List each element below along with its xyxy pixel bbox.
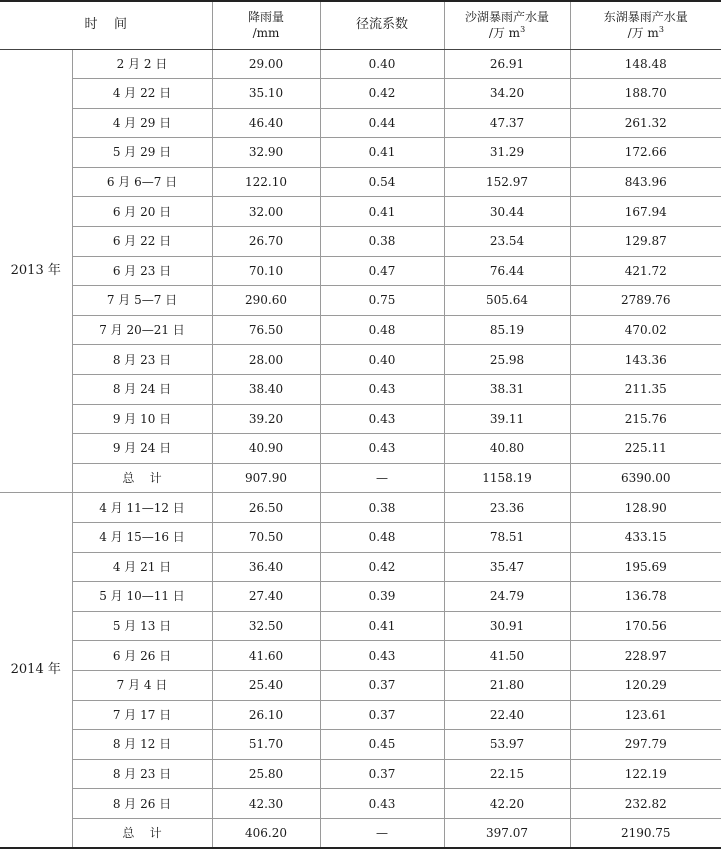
date-cell: 4 月 22 日 <box>72 79 212 109</box>
sha-lake-yield-cell: 397.07 <box>444 818 570 848</box>
sha-lake-yield-cell: 85.19 <box>444 315 570 345</box>
table-header <box>0 1 721 49</box>
runoff-coefficient-cell: 0.40 <box>320 49 444 79</box>
sha-lake-yield-cell: 41.50 <box>444 641 570 671</box>
date-cell: 6 月 20 日 <box>72 197 212 227</box>
runoff-coefficient-cell: 0.45 <box>320 730 444 760</box>
runoff-coefficient-cell: 0.48 <box>320 315 444 345</box>
date-cell: 6 月 23 日 <box>72 256 212 286</box>
dong-lake-yield-cell: 2190.75 <box>570 818 721 848</box>
sha-lake-yield-cell: 23.54 <box>444 227 570 257</box>
rainfall-cell: 51.70 <box>212 730 320 760</box>
dong-lake-yield-cell: 297.79 <box>570 730 721 760</box>
header-time: 时 间 <box>0 1 212 49</box>
rainfall-cell: 36.40 <box>212 552 320 582</box>
sha-lake-yield-cell: 78.51 <box>444 523 570 553</box>
rainfall-cell: 42.30 <box>212 789 320 819</box>
dong-lake-yield-cell: 261.32 <box>570 108 721 138</box>
rainfall-cell: 27.40 <box>212 582 320 612</box>
rainfall-cell: 26.70 <box>212 227 320 257</box>
runoff-coefficient-cell: 0.43 <box>320 375 444 405</box>
date-cell: 7 月 20—21 日 <box>72 315 212 345</box>
runoff-coefficient-cell: 0.40 <box>320 345 444 375</box>
sha-lake-yield-cell: 22.15 <box>444 759 570 789</box>
table-row <box>0 730 721 760</box>
sha-lake-yield-cell: 505.64 <box>444 286 570 316</box>
date-cell: 9 月 10 日 <box>72 404 212 434</box>
header-dong-lake-unit-sup: 3 <box>658 25 664 35</box>
runoff-coefficient-cell: 0.48 <box>320 523 444 553</box>
rainfall-cell: 40.90 <box>212 434 320 464</box>
date-cell: 6 月 22 日 <box>72 227 212 257</box>
dong-lake-yield-cell: 421.72 <box>570 256 721 286</box>
header-sha-lake-unit-text: /万 m <box>488 26 521 41</box>
sha-lake-yield-cell: 53.97 <box>444 730 570 760</box>
header-dong-lake-name: 东湖暴雨产水量 <box>603 10 688 25</box>
year-cell: 2014 年 <box>0 493 72 848</box>
runoff-coefficient-cell: 0.54 <box>320 167 444 197</box>
date-cell: 4 月 11—12 日 <box>72 493 212 523</box>
date-cell: 8 月 23 日 <box>72 345 212 375</box>
runoff-coefficient-cell: 0.38 <box>320 227 444 257</box>
date-cell: 总 计 <box>72 463 212 493</box>
sha-lake-yield-cell: 30.44 <box>444 197 570 227</box>
table-row <box>0 404 721 434</box>
table-row <box>0 227 721 257</box>
rainfall-cell: 28.00 <box>212 345 320 375</box>
dong-lake-yield-cell: 170.56 <box>570 611 721 641</box>
runoff-coefficient-cell: 0.75 <box>320 286 444 316</box>
header-dong-lake-unit <box>571 25 721 41</box>
runoff-coefficient-cell: 0.43 <box>320 641 444 671</box>
date-cell: 2 月 2 日 <box>72 49 212 79</box>
dong-lake-yield-cell: 120.29 <box>570 670 721 700</box>
runoff-coefficient-cell: 0.38 <box>320 493 444 523</box>
runoff-coefficient-cell: 0.41 <box>320 611 444 641</box>
dong-lake-yield-cell: 433.15 <box>570 523 721 553</box>
rainfall-cell: 29.00 <box>212 49 320 79</box>
header-runoff-coefficient: 径流系数 <box>320 1 444 49</box>
table-row <box>0 670 721 700</box>
date-cell: 5 月 13 日 <box>72 611 212 641</box>
table-row <box>0 197 721 227</box>
runoff-coefficient-cell: 0.42 <box>320 79 444 109</box>
sha-lake-yield-cell: 24.79 <box>444 582 570 612</box>
dong-lake-yield-cell: 188.70 <box>570 79 721 109</box>
rainfall-cell: 32.90 <box>212 138 320 168</box>
dong-lake-yield-cell: 843.96 <box>570 167 721 197</box>
rainfall-cell: 25.40 <box>212 670 320 700</box>
rainfall-cell: 38.40 <box>212 375 320 405</box>
header-sha-lake-unit <box>445 25 570 41</box>
table-row <box>0 700 721 730</box>
dong-lake-yield-cell: 128.90 <box>570 493 721 523</box>
table-row <box>0 167 721 197</box>
sha-lake-yield-cell: 30.91 <box>444 611 570 641</box>
table-row <box>0 49 721 79</box>
dong-lake-yield-cell: 172.66 <box>570 138 721 168</box>
date-cell: 4 月 15—16 日 <box>72 523 212 553</box>
total-row <box>0 463 721 493</box>
date-cell: 8 月 12 日 <box>72 730 212 760</box>
header-rainfall-unit: /mm <box>252 26 280 41</box>
dong-lake-yield-cell: 122.19 <box>570 759 721 789</box>
table-row <box>0 138 721 168</box>
dong-lake-yield-cell: 225.11 <box>570 434 721 464</box>
dong-lake-yield-cell: 148.48 <box>570 49 721 79</box>
header-sha-lake-name: 沙湖暴雨产水量 <box>464 10 549 25</box>
rainfall-cell: 32.00 <box>212 197 320 227</box>
table-row <box>0 759 721 789</box>
table-row <box>0 434 721 464</box>
runoff-coefficient-cell: 0.42 <box>320 552 444 582</box>
table-row <box>0 493 721 523</box>
table-row <box>0 286 721 316</box>
date-cell: 8 月 26 日 <box>72 789 212 819</box>
runoff-coefficient-cell: — <box>320 463 444 493</box>
sha-lake-yield-cell: 22.40 <box>444 700 570 730</box>
date-cell: 4 月 29 日 <box>72 108 212 138</box>
dong-lake-yield-cell: 215.76 <box>570 404 721 434</box>
runoff-coefficient-cell: 0.37 <box>320 670 444 700</box>
dong-lake-yield-cell: 2789.76 <box>570 286 721 316</box>
runoff-coefficient-cell: 0.43 <box>320 404 444 434</box>
sha-lake-yield-cell: 23.36 <box>444 493 570 523</box>
runoff-coefficient-cell: 0.41 <box>320 138 444 168</box>
date-cell: 6 月 6—7 日 <box>72 167 212 197</box>
runoff-coefficient-cell: 0.37 <box>320 759 444 789</box>
runoff-coefficient-cell: 0.39 <box>320 582 444 612</box>
header-sha-lake-yield <box>444 1 570 49</box>
sha-lake-yield-cell: 34.20 <box>444 79 570 109</box>
date-cell: 7 月 4 日 <box>72 670 212 700</box>
sha-lake-yield-cell: 42.20 <box>444 789 570 819</box>
table-row <box>0 611 721 641</box>
runoff-coefficient-cell: 0.41 <box>320 197 444 227</box>
runoff-coefficient-cell: 0.47 <box>320 256 444 286</box>
rainfall-cell: 122.10 <box>212 167 320 197</box>
date-cell: 6 月 26 日 <box>72 641 212 671</box>
dong-lake-yield-cell: 143.36 <box>570 345 721 375</box>
dong-lake-yield-cell: 6390.00 <box>570 463 721 493</box>
dong-lake-yield-cell: 129.87 <box>570 227 721 257</box>
header-sha-lake-unit-sup: 3 <box>520 25 526 35</box>
sha-lake-yield-cell: 21.80 <box>444 670 570 700</box>
rainfall-cell: 35.10 <box>212 79 320 109</box>
table-row <box>0 315 721 345</box>
header-rainfall-name: 降雨量 <box>247 10 284 25</box>
rainfall-cell: 39.20 <box>212 404 320 434</box>
date-cell: 9 月 24 日 <box>72 434 212 464</box>
sha-lake-yield-cell: 26.91 <box>444 49 570 79</box>
table-row <box>0 523 721 553</box>
sha-lake-yield-cell: 1158.19 <box>444 463 570 493</box>
sha-lake-yield-cell: 38.31 <box>444 375 570 405</box>
table-row <box>0 375 721 405</box>
header-dong-lake-yield <box>570 1 721 49</box>
sha-lake-yield-cell: 76.44 <box>444 256 570 286</box>
rainfall-cell: 70.50 <box>212 523 320 553</box>
runoff-coefficient-cell: 0.43 <box>320 434 444 464</box>
year-cell: 2013 年 <box>0 49 72 493</box>
table-row <box>0 108 721 138</box>
dong-lake-yield-cell: 123.61 <box>570 700 721 730</box>
rainfall-cell: 46.40 <box>212 108 320 138</box>
dong-lake-yield-cell: 232.82 <box>570 789 721 819</box>
sha-lake-yield-cell: 47.37 <box>444 108 570 138</box>
rainfall-cell: 26.50 <box>212 493 320 523</box>
table-row <box>0 789 721 819</box>
date-cell: 8 月 23 日 <box>72 759 212 789</box>
date-cell: 总 计 <box>72 818 212 848</box>
date-cell: 8 月 24 日 <box>72 375 212 405</box>
date-cell: 5 月 29 日 <box>72 138 212 168</box>
rainfall-cell: 25.80 <box>212 759 320 789</box>
date-cell: 7 月 17 日 <box>72 700 212 730</box>
rainfall-cell: 26.10 <box>212 700 320 730</box>
sha-lake-yield-cell: 152.97 <box>444 167 570 197</box>
table-row <box>0 582 721 612</box>
table-row <box>0 79 721 109</box>
date-cell: 7 月 5—7 日 <box>72 286 212 316</box>
table-row <box>0 256 721 286</box>
header-dong-lake-unit-text: /万 m <box>627 26 659 41</box>
rainfall-cell: 32.50 <box>212 611 320 641</box>
sha-lake-yield-cell: 31.29 <box>444 138 570 168</box>
dong-lake-yield-cell: 470.02 <box>570 315 721 345</box>
rainfall-cell: 290.60 <box>212 286 320 316</box>
dong-lake-yield-cell: 195.69 <box>570 552 721 582</box>
rainfall-cell: 406.20 <box>212 818 320 848</box>
runoff-coefficient-cell: — <box>320 818 444 848</box>
runoff-coefficient-cell: 0.44 <box>320 108 444 138</box>
dong-lake-yield-cell: 228.97 <box>570 641 721 671</box>
table-row <box>0 345 721 375</box>
runoff-coefficient-cell: 0.43 <box>320 789 444 819</box>
dong-lake-yield-cell: 211.35 <box>570 375 721 405</box>
sha-lake-yield-cell: 40.80 <box>444 434 570 464</box>
total-row <box>0 818 721 848</box>
rainfall-cell: 907.90 <box>212 463 320 493</box>
table-body <box>0 49 721 848</box>
dong-lake-yield-cell: 167.94 <box>570 197 721 227</box>
sha-lake-yield-cell: 39.11 <box>444 404 570 434</box>
rainfall-cell: 70.10 <box>212 256 320 286</box>
sha-lake-yield-cell: 35.47 <box>444 552 570 582</box>
rainfall-cell: 41.60 <box>212 641 320 671</box>
date-cell: 4 月 21 日 <box>72 552 212 582</box>
dong-lake-yield-cell: 136.78 <box>570 582 721 612</box>
sha-lake-yield-cell: 25.98 <box>444 345 570 375</box>
date-cell: 5 月 10—11 日 <box>72 582 212 612</box>
header-rainfall <box>212 1 320 49</box>
table-row <box>0 552 721 582</box>
runoff-coefficient-cell: 0.37 <box>320 700 444 730</box>
table-row <box>0 641 721 671</box>
rainfall-cell: 76.50 <box>212 315 320 345</box>
